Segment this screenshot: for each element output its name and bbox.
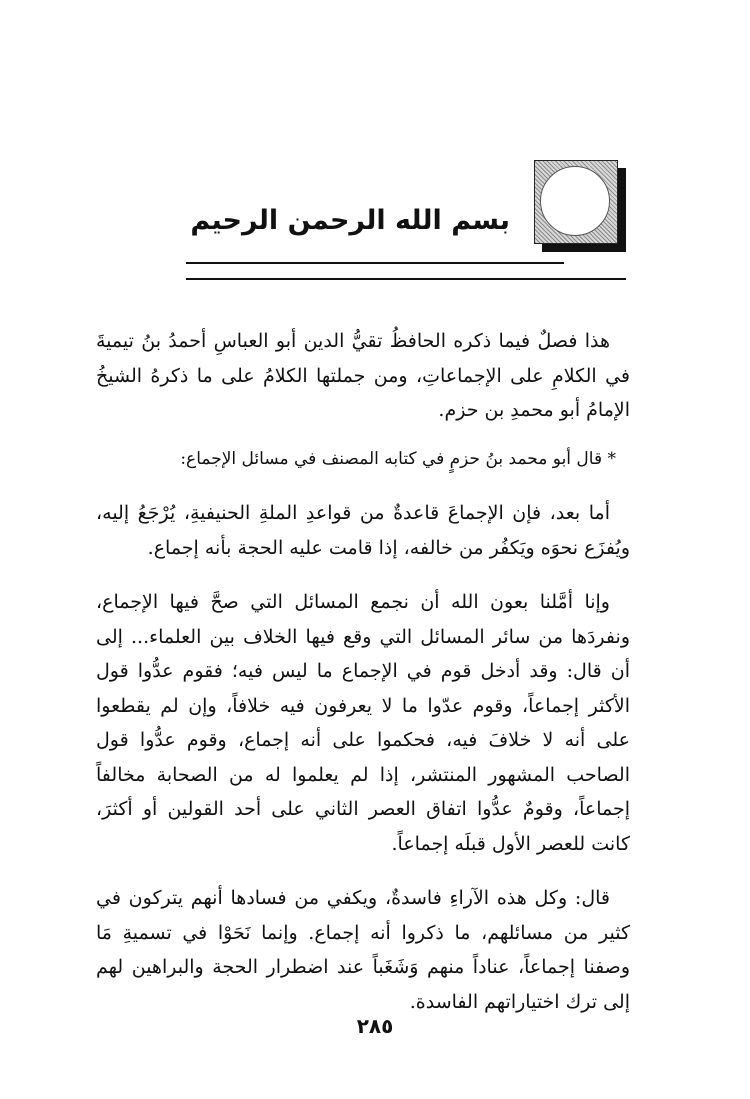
paragraph-ijma-critique: قال: وكل هذه الآراءِ فاسدةٌ، ويكفي من فسادها أنهم يتركون في كثير من مسائلهم، ما ذكروا أنه إجماع. وإنما نَحَوْا في تسميةِ مَا وصفنا إجماعاً، عناداً منهم وَشَغَباً عند اضطرار الحجة والبراهين لهم إلى ترك اختياراتهم الفاسدة. [96, 887, 630, 1013]
chapter-title: بسم الله الرحمن الرحيم [190, 205, 510, 236]
body-text [96, 324, 630, 1019]
title-underline-long [186, 278, 626, 280]
page-number: ٢٨٥ [356, 1014, 394, 1038]
square-circle-ornament-icon [534, 160, 626, 252]
paragraph-ijma-definition: أما بعد، فإن الإجماعَ قاعدةٌ من قواعدِ الملةِ الحنيفيةِ، يُرْجَعُ إليه، ويُفزَع نحوَه ويَكفُر من خالفه، إذا قامت عليه الحجة بأنه إجماع. [96, 502, 630, 559]
paragraph-intro: هذا فصلٌ فيما ذكره الحافظُ تقيُّ الدين أبو العباسِ أحمدُ بنُ تيميةَ في الكلامِ على الإجماعاتِ، ومن جملتها الكلامُ على ما ذكرهُ الشيخُ الإمامُ أبو محمدِ بن حزم. [96, 330, 630, 421]
paragraph-quote-intro: * قال أبو محمد بنُ حزمٍ في كتابه المصنف في مسائل الإجماع: [180, 448, 616, 469]
paragraph-ijma-types: وإنا أمَّلنا بعون الله أن نجمع المسائل التي صحَّ فيها الإجماع، ونفردَها من سائر المسائل التي وقع فيها الخلاف بين العلماء... إلى أن قال: وقد أدخل قوم في الإجماع ما ليس فيه؛ فقوم عدُّوا قول الأكثر إجماعاً، وقوم عدّوا ما لا يعرفون فيه خلافاً، وإن لم يقطعوا على أنه لا خلافَ فيه، فحكموا على أنه إجماع، وقوم عدُّوا قول الصاحب المشهور المنتشر، إذا لم يعلموا له من الصحابة مخالفاً إجماعاً، وقومٌ عدُّوا اتفاق العصر الثاني على أحد القولين أو أكثرَ، كانت للعصر الأول قبلَه إجماعاً. [96, 591, 630, 855]
title-underline-short [186, 262, 564, 264]
